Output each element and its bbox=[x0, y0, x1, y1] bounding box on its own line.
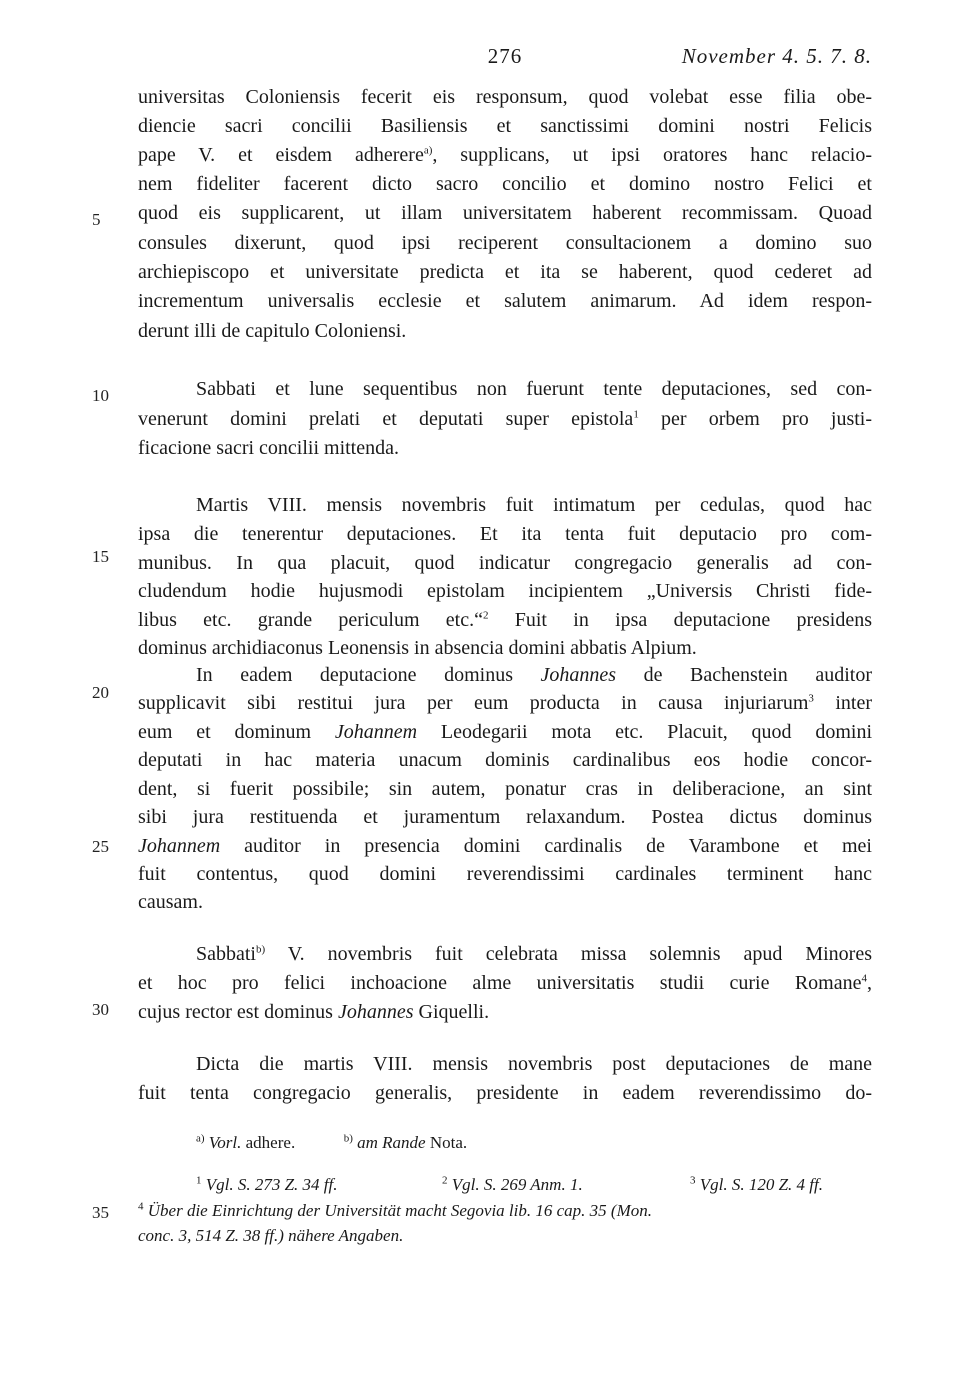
footnote-3: $^3$ Vgl. S. 120 Z. 4 ff. bbox=[690, 1174, 824, 1194]
text-line: Sabbati$^{b)}$ V. novembris fuit celebrata missa solemnis apud Minores bbox=[196, 943, 872, 965]
apparatus-mark-b: b) bbox=[256, 943, 266, 956]
text-line bbox=[138, 605, 872, 635]
text-line: eum et dominum Johannem Leodegarii mota etc. Placuit, quod domini bbox=[138, 721, 873, 743]
footnote-2: $^2$ Vgl. S. 269 Anm. 1. bbox=[442, 1174, 583, 1194]
text-line: derunt illi de capitulo Coloniensi. bbox=[138, 320, 407, 342]
text-line: In eadem deputacione dominus Johannes de Bachenstein auditor bbox=[196, 664, 872, 686]
line-number-5: 5 bbox=[92, 210, 101, 229]
text-line: consules dixerunt, quod ipsi reciperent consultacionem a domino suo bbox=[138, 232, 872, 254]
page-header bbox=[138, 44, 872, 74]
text-line: dent, si fuerit possibile; sin autem, ponatur cras in deliberacione, an sint bbox=[138, 778, 872, 800]
footnote-mark-1: 1 bbox=[633, 408, 639, 421]
footnote-1: $^1$ Vgl. S. 273 Z. 34 ff. bbox=[196, 1174, 338, 1194]
text-line: Sabbati et lune sequentibus non fuerunt tente deputaciones, sed con- bbox=[196, 378, 872, 400]
footnote-mark-2: 2 bbox=[482, 609, 489, 622]
text-span: Fuit in ipsa deputacione presidens bbox=[488, 609, 872, 631]
text-span: pape V. et eisdem adherere bbox=[138, 144, 424, 166]
text-line: cludendum hodie hujusmodi epistolam incipientem „Universis Christi fide- bbox=[138, 580, 872, 602]
text-line: sibi jura restituenda et juramentum relaxandum. Postea dictus dominus bbox=[138, 806, 872, 828]
text-line: ipsa die tenerentur deputaciones. Et ita tenta fuit deputacio pro com- bbox=[138, 523, 872, 545]
text-line: quod eis supplicarent, ut illam universitatem haberent recommissam. Quoad bbox=[138, 202, 872, 224]
line-number-35: 35 bbox=[92, 1203, 109, 1222]
text-line bbox=[138, 140, 872, 170]
footnote-mark-3: 3 bbox=[808, 692, 814, 705]
line-number-15: 15 bbox=[92, 547, 109, 566]
text-line: deputati in hac materia unacum dominis cardinalibus eos hodie concor- bbox=[138, 749, 872, 771]
text-span: venerunt domini prelati et deputati super epistola bbox=[138, 408, 634, 430]
text-line: nem fideliter facerent dicto sacro concilio et domino nostro Felici et bbox=[138, 173, 872, 195]
text-line: ficacione sacri concilii mittenda. bbox=[138, 437, 399, 459]
footnote-mark-4: 4 bbox=[861, 972, 867, 985]
running-title: November 4. 5. 7. 8. bbox=[681, 44, 872, 68]
text-span: libus etc. grande periculum etc.“ bbox=[138, 609, 483, 631]
text-line bbox=[138, 404, 872, 434]
line-number-30: 30 bbox=[92, 1000, 109, 1019]
text-line: diencie sacri concilii Basiliensis et sanctissimi domini nostri Felicis bbox=[138, 115, 872, 137]
text-line: Martis VIII. mensis novembris fuit intimatum per cedulas, quod hac bbox=[196, 494, 872, 516]
apparatus-mark: a) bbox=[196, 1132, 205, 1145]
page-number: 276 bbox=[487, 44, 523, 68]
line-number-25: 25 bbox=[92, 837, 109, 856]
text-line: et hoc pro felici inchoacione alme universitatis studii curie Romane$^4$, bbox=[138, 972, 872, 994]
line-number-20: 20 bbox=[92, 683, 109, 702]
apparatus-mark: b) bbox=[343, 1132, 353, 1145]
text-line: dominus archidiaconus Leonensis in absencia domini abbatis Alpium. bbox=[138, 637, 697, 659]
text-line: universitas Coloniensis fecerit eis responsum, quod volebat esse filia obe- bbox=[138, 86, 872, 108]
footnote-4-continued: conc. 3, 514 Z. 38 ff.) nähere Angaben. bbox=[138, 1226, 404, 1245]
text-line: munibus. In qua placuit, quod indicatur congregacio generalis ad con- bbox=[138, 552, 872, 574]
text-line: Johannem auditor in presencia domini cardinalis de Varambone et mei bbox=[138, 835, 872, 857]
apparatus-mark-a: a) bbox=[423, 144, 433, 157]
text-line: cujus rector est dominus Johannes Giquelli. bbox=[138, 1001, 490, 1023]
footnote-4: $^4$ Über die Einrichtung der Universität macht Segovia lib. 16 cap. 35 (Mon. bbox=[138, 1200, 652, 1220]
text-line: Dicta die martis VIII. mensis novembris post deputaciones de mane bbox=[196, 1053, 872, 1075]
text-line: fuit tenta congregacio generalis, presidente in eadem reverendissimo do- bbox=[138, 1082, 872, 1104]
text-line: archiepiscopo et universitate predicta et ita se haberent, quod cederet ad bbox=[138, 261, 872, 283]
text-line: causam. bbox=[138, 891, 203, 913]
text-line: incrementum universalis ecclesie et salutem animarum. Ad idem respon- bbox=[138, 290, 872, 312]
apparatus-notes: $^{a)}$ Vorl. adhere. $^{b)}$ am Rande Nota. bbox=[196, 1132, 468, 1152]
text-span: per orbem pro justi- bbox=[638, 408, 873, 430]
line-number-10: 10 bbox=[92, 386, 109, 405]
text-span: , supplicans, ut ipsi oratores hanc relacio- bbox=[432, 144, 873, 166]
text-line: supplicavit sibi restitui jura per eum producta in causa injuriarum$^3$ inter bbox=[138, 692, 872, 714]
text-line: fuit contentus, quod domini reverendissimi cardinales terminent hanc bbox=[138, 863, 872, 885]
